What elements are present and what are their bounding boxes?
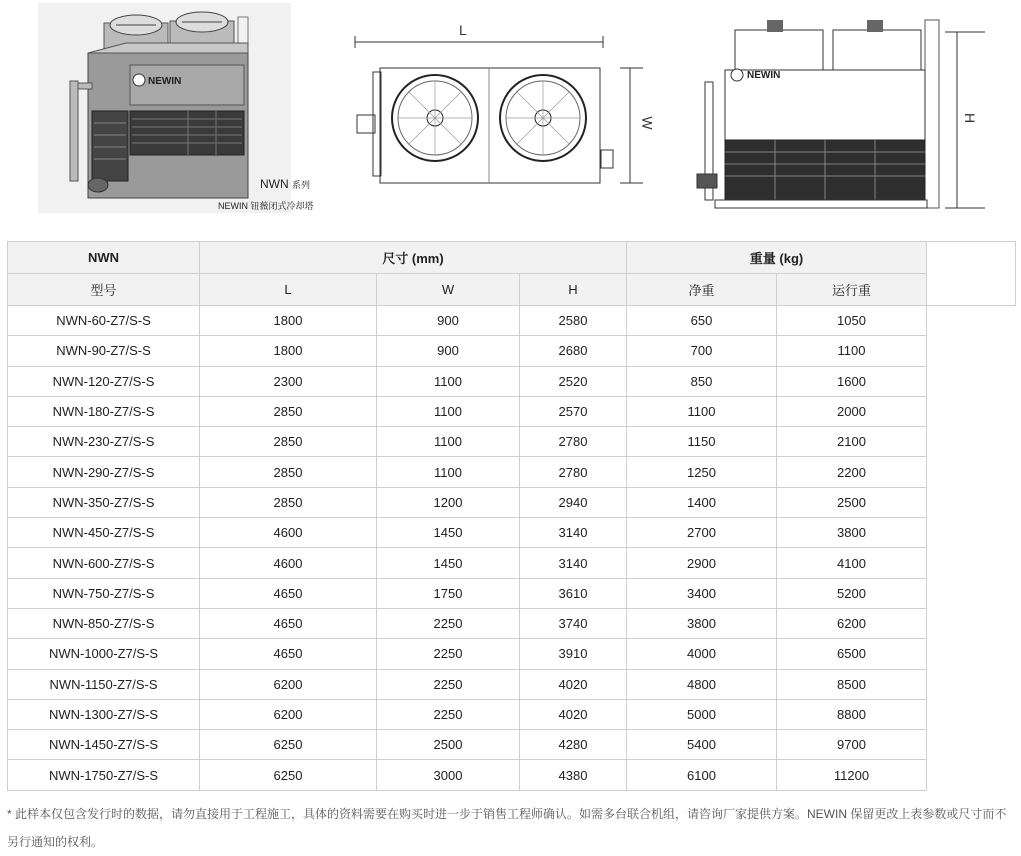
cell-h: 2780 — [520, 457, 627, 487]
cell-w: 1100 — [377, 366, 520, 396]
cell-model: NWN-1450-Z7/S-S — [8, 730, 200, 760]
cell-w: 1100 — [377, 427, 520, 457]
table-row — [8, 336, 1016, 366]
cell-h: 4020 — [520, 669, 627, 699]
series-label: NWN — [260, 177, 289, 191]
size-header: 尺寸 (mm) — [200, 242, 627, 274]
cell-model: NWN-120-Z7/S-S — [8, 366, 200, 396]
table-row — [8, 518, 1016, 548]
cell-h: 2520 — [520, 366, 627, 396]
cell-w: 1200 — [377, 487, 520, 517]
cell-model: NWN-230-Z7/S-S — [8, 427, 200, 457]
cell-run: 2500 — [777, 487, 927, 517]
cell-model: NWN-180-Z7/S-S — [8, 396, 200, 426]
dimension-h-label: H — [962, 112, 979, 124]
col-net-weight-header: 净重 — [627, 274, 777, 306]
cell-net: 5400 — [627, 730, 777, 760]
col-running-weight-header: 运行重 — [777, 274, 927, 306]
footnote: * 此样本仅包含发行时的数据，请勿直接用于工程施工，具体的资料需要在购买时进一步于销售工程师确认。如需多台联合机组，请咨询厂家提供方案。NEWIN 保留更改上表参数或尺寸而不另行通知的权利。 — [7, 807, 1007, 849]
cell-w: 1450 — [377, 548, 520, 578]
cell-l: 4650 — [200, 639, 377, 669]
cell-run: 2200 — [777, 457, 927, 487]
cell-run: 2000 — [777, 396, 927, 426]
cell-model: NWN-290-Z7/S-S — [8, 457, 200, 487]
cell-l: 6250 — [200, 730, 377, 760]
cell-run: 11200 — [777, 760, 927, 790]
cell-run: 6500 — [777, 639, 927, 669]
cell-run: 8800 — [777, 699, 927, 729]
dimension-l-label: L — [459, 22, 467, 38]
cell-run: 2100 — [777, 427, 927, 457]
cell-w: 3000 — [377, 760, 520, 790]
cell-net: 3800 — [627, 608, 777, 638]
col-w-header: W — [377, 274, 520, 306]
cell-l: 2300 — [200, 366, 377, 396]
cell-w: 2250 — [377, 639, 520, 669]
col-l-header: L — [200, 274, 377, 306]
cell-model: NWN-1300-Z7/S-S — [8, 699, 200, 729]
top-view-svg — [345, 20, 665, 212]
cell-w: 900 — [377, 336, 520, 366]
cell-net: 850 — [627, 366, 777, 396]
cell-model: NWN-1150-Z7/S-S — [8, 669, 200, 699]
cooling-tower-illustration — [38, 3, 291, 213]
side-view-drawing — [695, 12, 995, 217]
table-row — [8, 306, 1016, 336]
cell-net: 700 — [627, 336, 777, 366]
side-brand-logo: NEWIN — [747, 70, 781, 81]
cell-h: 3740 — [520, 608, 627, 638]
cell-net: 2700 — [627, 518, 777, 548]
table-row — [8, 427, 1016, 457]
cell-net: 1250 — [627, 457, 777, 487]
cell-run: 4100 — [777, 548, 927, 578]
side-view-svg — [695, 12, 995, 217]
table-row — [8, 366, 1016, 396]
cell-net: 4000 — [627, 639, 777, 669]
table-row — [8, 730, 1016, 760]
cell-l: 2850 — [200, 396, 377, 426]
cell-net: 650 — [627, 306, 777, 336]
cell-w: 1100 — [377, 396, 520, 426]
cell-run: 6200 — [777, 608, 927, 638]
cell-l: 2850 — [200, 487, 377, 517]
dimension-w-label: W — [639, 116, 656, 130]
table-row — [8, 699, 1016, 729]
model-header: 型号 — [8, 274, 200, 306]
cell-l: 6250 — [200, 760, 377, 790]
cell-model: NWN-350-Z7/S-S — [8, 487, 200, 517]
cell-w: 900 — [377, 306, 520, 336]
cell-w: 2500 — [377, 730, 520, 760]
cell-run: 3800 — [777, 518, 927, 548]
cell-l: 1800 — [200, 306, 377, 336]
table-row — [8, 578, 1016, 608]
cell-h: 4020 — [520, 699, 627, 729]
cell-run: 8500 — [777, 669, 927, 699]
table-row — [8, 760, 1016, 790]
table-row — [8, 669, 1016, 699]
cell-net: 1400 — [627, 487, 777, 517]
cell-w: 1750 — [377, 578, 520, 608]
product-name-caption: NEWIN 钮薇闭式冷却塔 — [218, 201, 314, 211]
cell-run: 1600 — [777, 366, 927, 396]
cell-h: 3910 — [520, 639, 627, 669]
cell-run: 1100 — [777, 336, 927, 366]
cell-h: 4380 — [520, 760, 627, 790]
cell-h: 2570 — [520, 396, 627, 426]
table-row — [8, 639, 1016, 669]
cell-net: 2900 — [627, 548, 777, 578]
cell-model: NWN-1000-Z7/S-S — [8, 639, 200, 669]
cell-w: 2250 — [377, 669, 520, 699]
series-header: NWN — [8, 242, 200, 274]
cell-run: 1050 — [777, 306, 927, 336]
cell-net: 6100 — [627, 760, 777, 790]
cell-w: 1450 — [377, 518, 520, 548]
cell-l: 4600 — [200, 548, 377, 578]
cell-l: 4650 — [200, 578, 377, 608]
cell-l: 2850 — [200, 457, 377, 487]
specification-table — [7, 241, 1016, 791]
product-figures — [0, 0, 1021, 230]
cell-h: 3140 — [520, 548, 627, 578]
cell-model: NWN-850-Z7/S-S — [8, 608, 200, 638]
cell-l: 4650 — [200, 608, 377, 638]
cell-run: 9700 — [777, 730, 927, 760]
cell-l: 4600 — [200, 518, 377, 548]
cell-model: NWN-750-Z7/S-S — [8, 578, 200, 608]
cell-w: 2250 — [377, 608, 520, 638]
cell-l: 6200 — [200, 669, 377, 699]
cell-l: 1800 — [200, 336, 377, 366]
top-view-drawing — [345, 20, 665, 212]
cell-h: 3140 — [520, 518, 627, 548]
cell-h: 2580 — [520, 306, 627, 336]
cell-h: 2780 — [520, 427, 627, 457]
table-row — [8, 487, 1016, 517]
cell-model: NWN-1750-Z7/S-S — [8, 760, 200, 790]
cell-model: NWN-600-Z7/S-S — [8, 548, 200, 578]
cell-net: 1100 — [627, 396, 777, 426]
photo-series-caption — [260, 177, 310, 191]
cell-w: 2250 — [377, 699, 520, 729]
cell-model: NWN-90-Z7/S-S — [8, 336, 200, 366]
table-row — [8, 396, 1016, 426]
table-body — [8, 306, 1016, 791]
cell-net: 3400 — [627, 578, 777, 608]
cell-model: NWN-60-Z7/S-S — [8, 306, 200, 336]
cell-net: 4800 — [627, 669, 777, 699]
cell-model: NWN-450-Z7/S-S — [8, 518, 200, 548]
cell-run: 5200 — [777, 578, 927, 608]
cell-h: 2940 — [520, 487, 627, 517]
cell-h: 2680 — [520, 336, 627, 366]
cell-net: 5000 — [627, 699, 777, 729]
col-h-header: H — [520, 274, 627, 306]
series-suffix: 系列 — [292, 180, 311, 190]
cell-l: 2850 — [200, 427, 377, 457]
cell-l: 6200 — [200, 699, 377, 729]
cell-h: 4280 — [520, 730, 627, 760]
table-blank-column — [927, 242, 1016, 306]
photo-brand-logo: NEWIN — [148, 76, 182, 87]
table-row — [8, 457, 1016, 487]
cell-w: 1100 — [377, 457, 520, 487]
table-row — [8, 548, 1016, 578]
cell-h: 3610 — [520, 578, 627, 608]
table-row — [8, 608, 1016, 638]
product-photo — [38, 3, 314, 213]
weight-header: 重量 (kg) — [627, 242, 927, 274]
cell-net: 1150 — [627, 427, 777, 457]
